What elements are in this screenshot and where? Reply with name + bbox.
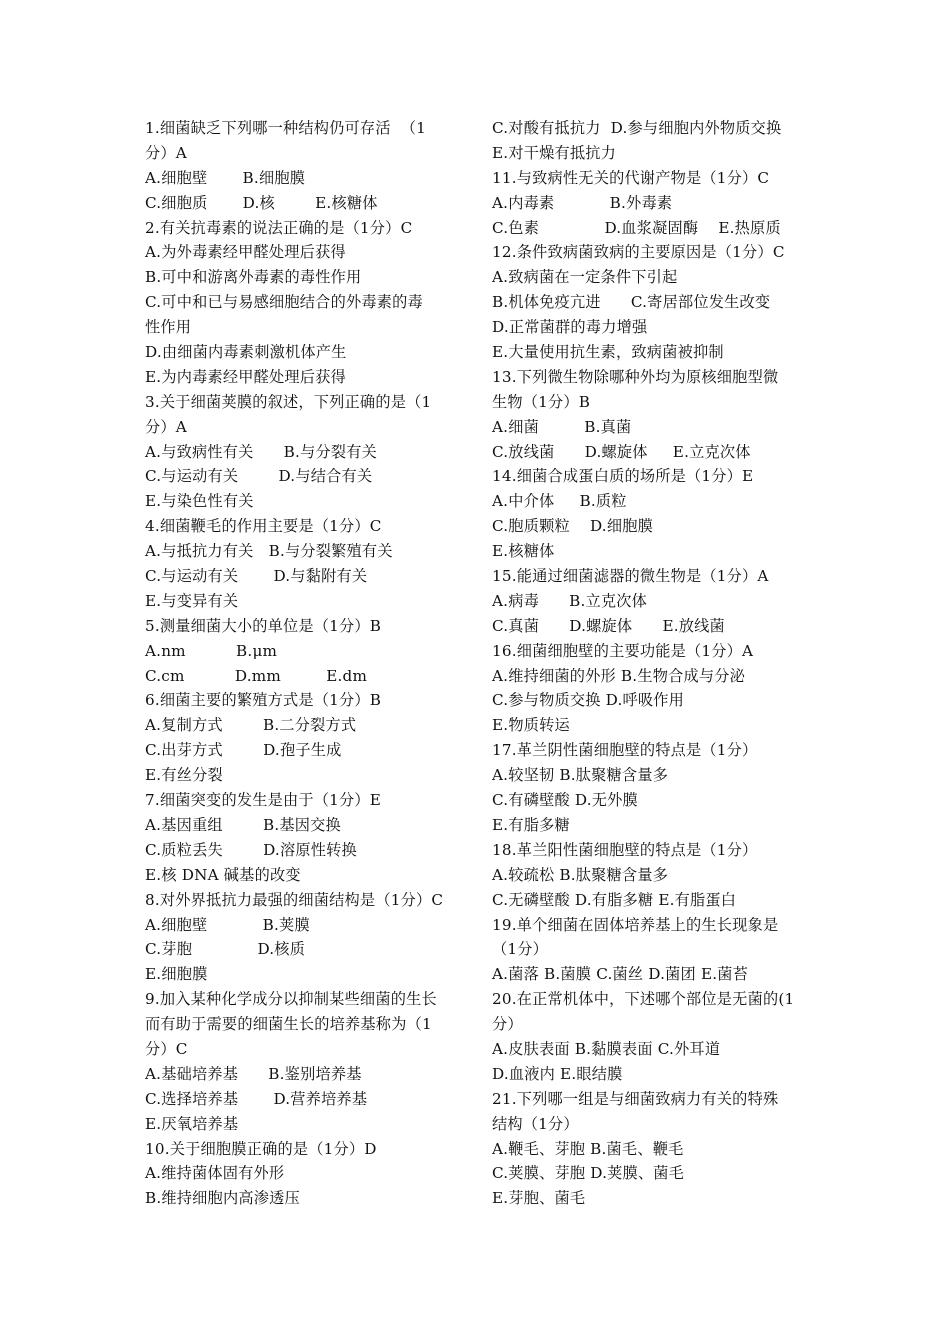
text-line: C.胞质颗粒 D.细胞膜 xyxy=(492,517,653,536)
text-line: A.基因重组 B.基因交换 xyxy=(145,815,341,834)
text-line: 4.细菌鞭毛的作用主要是（1分）C xyxy=(145,517,382,536)
text-line: C.可中和已与易感细胞结合的外毒素的毒 xyxy=(145,293,423,312)
text-line: E.对干燥有抵抗力 xyxy=(492,143,617,162)
text-line: 10.关于细胞膜正确的是（1分）D xyxy=(145,1139,377,1158)
text-line: 21.下列哪一组是与细菌致病力有关的特殊 xyxy=(492,1089,779,1108)
text-line: D.血液内 E.眼结膜 xyxy=(492,1064,623,1083)
left-column xyxy=(145,116,470,1211)
text-line: D.由细菌内毒素刺激机体产生 xyxy=(145,343,347,362)
text-line: C.cm D.mm E.dm xyxy=(145,666,368,685)
text-line: 2.有关抗毒素的说法正确的是（1分）C xyxy=(145,218,413,237)
text-line: 17.革兰阴性菌细胞壁的特点是（1分） xyxy=(492,741,758,760)
text-line: C.与运动有关 D.与结合有关 xyxy=(145,467,373,486)
text-line: C.参与物质交换 D.呼吸作用 xyxy=(492,691,685,710)
text-line: 12.条件致病菌致病的主要原因是（1分）C xyxy=(492,243,785,262)
text-line: C.无磷壁酸 D.有脂多糖 E.有脂蛋白 xyxy=(492,890,737,909)
text-line: A.细胞壁 B.荚膜 xyxy=(145,915,310,934)
text-line: 20.在正常机体中，下述哪个部位是无菌的(1 xyxy=(492,990,795,1009)
text-line: C.芽胞 D.核质 xyxy=(145,940,306,959)
text-line: B.维持细胞内高渗透压 xyxy=(145,1189,300,1208)
text-line: C.与运动有关 D.与黏附有关 xyxy=(145,567,368,586)
text-line: 分）A xyxy=(145,143,187,162)
text-line: D.正常菌群的毒力增强 xyxy=(492,318,648,337)
text-line: 分）A xyxy=(145,417,187,436)
text-line: 14.细菌合成蛋白质的场所是（1分）E xyxy=(492,467,754,486)
text-line: A.菌落 B.菌膜 C.菌丝 D.菌团 E.菌苔 xyxy=(492,965,749,984)
text-line: 分） xyxy=(492,1015,523,1034)
text-line: C.选择培养基 D.营养培养基 xyxy=(145,1089,368,1108)
right-column xyxy=(492,116,817,1211)
text-line: A.与致病性有关 B.与分裂有关 xyxy=(145,442,378,461)
text-line: E.有丝分裂 xyxy=(145,766,223,785)
text-line: A.基础培养基 B.鉴别培养基 xyxy=(145,1064,362,1083)
text-line: 16.细菌细胞壁的主要功能是（1分）A xyxy=(492,641,754,660)
text-line: A.nm B.μm xyxy=(145,641,278,660)
text-line: C.出芽方式 D.孢子生成 xyxy=(145,741,342,760)
text-line: 分）C xyxy=(145,1039,188,1058)
text-line: A.致病菌在一定条件下引起 xyxy=(492,268,678,287)
text-line: A.内毒素 B.外毒素 xyxy=(492,193,673,212)
text-line: A.维持菌体固有外形 xyxy=(145,1164,285,1183)
text-line: 而有助于需要的细菌生长的培养基称为（1 xyxy=(145,1015,432,1034)
text-line: 19.单个细菌在固体培养基上的生长现象是 xyxy=(492,915,779,934)
text-line: A.病毒 B.立克次体 xyxy=(492,591,648,610)
text-line: 结构（1分） xyxy=(492,1114,579,1133)
text-line: 性作用 xyxy=(145,318,192,337)
text-line: E.大量使用抗生素，致病菌被抑制 xyxy=(492,343,724,362)
text-line: A.较疏松 B.肽聚糖含量多 xyxy=(492,865,669,884)
text-line: 1.细菌缺乏下列哪一种结构仍可存活 （1 xyxy=(145,119,427,137)
text-line: C.色素 D.血浆凝固酶 E.热原质 xyxy=(492,218,781,237)
text-line: E.物质转运 xyxy=(492,716,570,735)
text-line: 11.与致病性无关的代谢产物是（1分）C xyxy=(492,168,770,187)
text-line: A.鞭毛、芽胞 B.菌毛、鞭毛 xyxy=(492,1139,684,1158)
text-line: C.对酸有抵抗力 D.参与细胞内外物质交换 xyxy=(492,119,782,137)
text-line: E.有脂多糖 xyxy=(492,815,570,834)
text-line: E.为内毒素经甲醛处理后获得 xyxy=(145,367,346,386)
text-line: A.复制方式 B.二分裂方式 xyxy=(145,716,357,735)
text-line: 9.加入某种化学成分以抑制某些细菌的生长 xyxy=(145,990,437,1009)
text-line: B.可中和游离外毒素的毒性作用 xyxy=(145,268,362,287)
text-line: E.与染色性有关 xyxy=(145,492,254,511)
text-line: 13.下列微生物除哪种外均为原核细胞型微 xyxy=(492,367,779,386)
text-line: E.细胞膜 xyxy=(145,965,208,984)
text-line: A.皮肤表面 B.黏膜表面 C.外耳道 xyxy=(492,1039,721,1058)
text-line: C.真菌 D.螺旋体 E.放线菌 xyxy=(492,616,725,635)
text-line: E.厌氧培养基 xyxy=(145,1114,239,1133)
text-line: （1分） xyxy=(492,940,549,959)
text-line: C.有磷壁酸 D.无外膜 xyxy=(492,791,638,810)
text-line: 8.对外界抵抗力最强的细菌结构是（1分）C xyxy=(145,890,444,909)
text-line: A.维持细菌的外形 B.生物合成与分泌 xyxy=(492,666,746,685)
text-line: E.核 DNA 碱基的改变 xyxy=(145,865,301,884)
text-line: C.荚膜、芽胞 D.荚膜、菌毛 xyxy=(492,1164,685,1183)
text-line: A.细胞壁 B.细胞膜 xyxy=(145,168,306,187)
text-line: C.质粒丢失 D.溶原性转换 xyxy=(145,840,357,859)
text-line: A.细菌 B.真菌 xyxy=(492,417,632,436)
text-line: A.中介体 B.质粒 xyxy=(492,492,627,511)
text-line: E.与变异有关 xyxy=(145,591,239,610)
text-line: 18.革兰阳性菌细胞壁的特点是（1分） xyxy=(492,840,758,859)
text-line: A.与抵抗力有关 B.与分裂繁殖有关 xyxy=(145,542,393,561)
text-line: A.为外毒素经甲醛处理后获得 xyxy=(145,243,346,262)
text-line: C.细胞质 D.核 E.核糖体 xyxy=(145,193,378,212)
text-line: 5.测量细菌大小的单位是（1分）B xyxy=(145,616,382,635)
text-line: C.放线菌 D.螺旋体 E.立克次体 xyxy=(492,442,751,461)
text-line: 3.关于细菌荚膜的叙述，下列正确的是（1 xyxy=(145,392,432,411)
text-line: 7.细菌突变的发生是由于（1分）E xyxy=(145,791,382,810)
text-line: B.机体免疫亢进 C.寄居部位发生改变 xyxy=(492,293,771,312)
text-line: A.较坚韧 B.肽聚糖含量多 xyxy=(492,766,669,785)
text-line: 6.细菌主要的繁殖方式是（1分）B xyxy=(145,691,382,710)
text-line: E.芽胞、菌毛 xyxy=(492,1189,586,1208)
text-line: 15.能通过细菌滤器的微生物是（1分）A xyxy=(492,567,769,586)
text-line: E.核糖体 xyxy=(492,542,555,561)
text-line: 生物（1分）B xyxy=(492,392,591,411)
